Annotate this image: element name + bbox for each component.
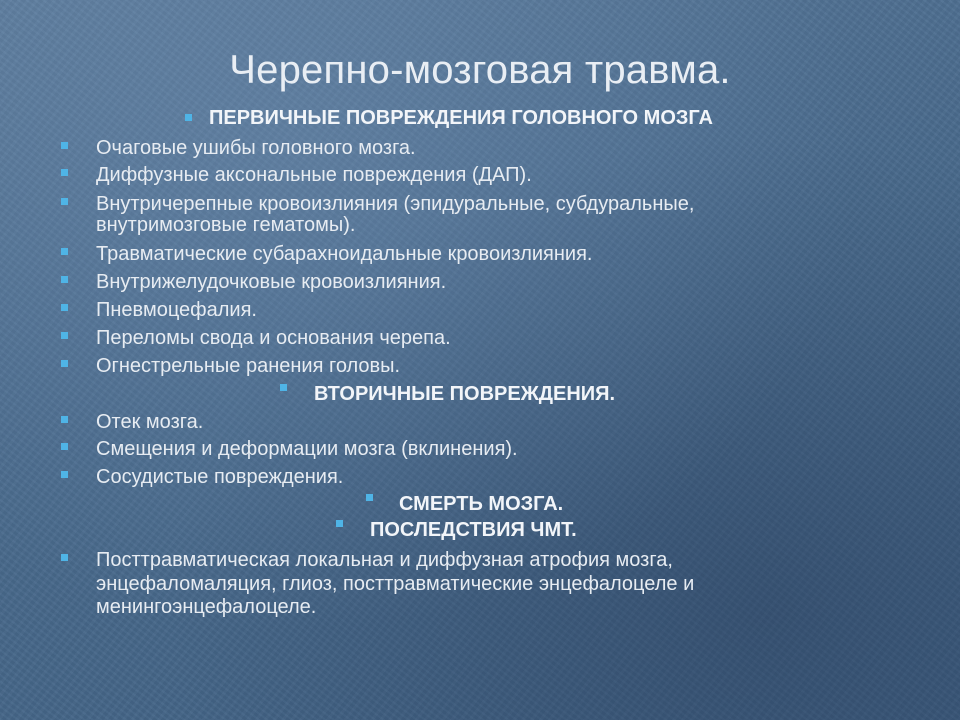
list-item-text: Внутричерепные кровоизлияния (эпидуральные, субдуральные,: [96, 193, 695, 215]
bullet-icon: [61, 198, 68, 205]
list-item-text: Смещения и деформации мозга (вклинения).: [96, 438, 518, 460]
heading-text: ВТОРИЧНЫЕ ПОВРЕЖДЕНИЯ.: [314, 383, 616, 405]
list-item-text: Внутрижелудочковые кровоизлияния.: [96, 271, 447, 293]
bullet-icon: [61, 471, 68, 478]
bullet-icon: [185, 114, 192, 121]
bullet-icon: [336, 520, 343, 527]
list-item-text: Диффузные аксональные повреждения (ДАП).: [96, 164, 532, 186]
list-item-text: Очаговые ушибы головного мозга.: [96, 137, 416, 159]
bullet-icon: [366, 494, 373, 501]
bullet-icon: [61, 276, 68, 283]
bullet-icon: [280, 384, 287, 391]
list-item-text: Пневмоцефалия.: [96, 299, 257, 321]
bullet-icon: [61, 443, 68, 450]
list-item-text: Отек мозга.: [96, 411, 204, 433]
heading-text: СМЕРТЬ МОЗГА.: [399, 493, 564, 515]
bullet-icon: [61, 416, 68, 423]
bullet-icon: [61, 169, 68, 176]
heading-text: ПЕРВИЧНЫЕ ПОВРЕЖДЕНИЯ ГОЛОВНОГО МОЗГА: [209, 107, 713, 129]
bullet-icon: [61, 332, 68, 339]
list-item-text: Переломы свода и основания черепа.: [96, 327, 451, 349]
bullet-icon: [61, 554, 68, 561]
list-item-text: внутримозговые гематомы).: [96, 214, 356, 236]
bullet-icon: [61, 248, 68, 255]
list-item-text: менингоэнцефалоцеле.: [96, 596, 317, 618]
list-item-text: Посттравматическая локальная и диффузная атрофия мозга,: [96, 549, 673, 571]
bullet-icon: [61, 142, 68, 149]
list-item-text: энцефаломаляция, глиоз, посттравматические энцефалоцеле и: [96, 573, 695, 595]
list-item-text: Огнестрельные ранения головы.: [96, 355, 401, 377]
bullet-icon: [61, 304, 68, 311]
list-item-text: Травматические субарахноидальные кровоизлияния.: [96, 243, 593, 265]
list-item-text: Сосудистые повреждения.: [96, 466, 344, 488]
slide-title: Черепно-мозговая травма.: [229, 48, 731, 92]
bullet-icon: [61, 360, 68, 367]
heading-text: ПОСЛЕДСТВИЯ ЧМТ.: [370, 519, 577, 541]
